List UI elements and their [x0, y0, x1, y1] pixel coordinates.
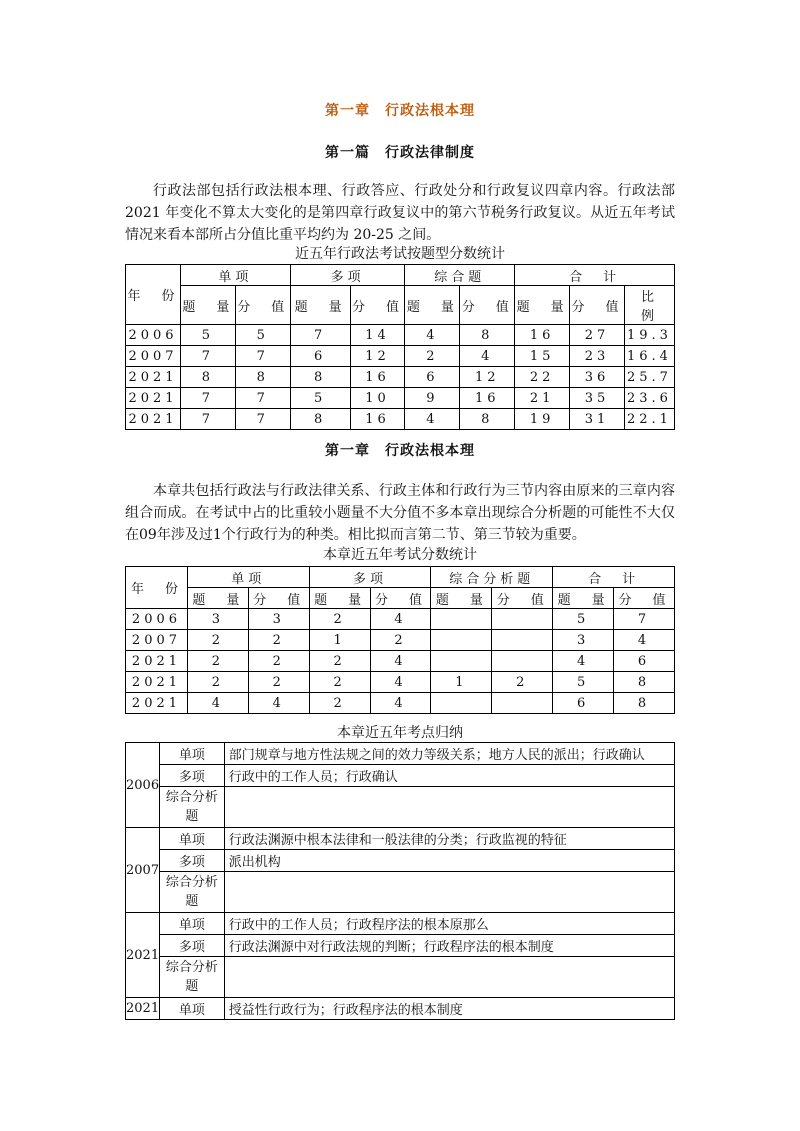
sub-header: 比 例: [624, 286, 674, 325]
question-type-cell: 综合分析题: [160, 957, 225, 998]
data-cell: 4: [187, 693, 248, 714]
data-cell: 12: [350, 346, 405, 367]
data-cell: 7: [614, 609, 675, 630]
table-row: [126, 367, 675, 388]
sub-header: 分 值: [460, 286, 515, 325]
data-cell: 16: [350, 409, 405, 430]
data-cell: 2: [309, 693, 370, 714]
group-header: 单项: [180, 265, 290, 286]
group-header: 合 计: [553, 567, 675, 588]
data-cell: 16: [350, 367, 405, 388]
group-header: 综合题: [405, 265, 515, 286]
question-type-cell: 单项: [160, 913, 225, 935]
sub-header: 题 量: [309, 588, 370, 609]
key-point-cell: [224, 957, 674, 998]
question-type-cell: 多项: [160, 765, 225, 787]
sub-header: 题 量: [180, 286, 235, 325]
chapter-paragraph: 本章共包括行政法与行政法律关系、行政主体和行政行为三节内容由原来的三章内容组合而成。在考试中占的比重较小题量不大分值不多本章出现综合分析题的可能性不大仅在09年涉及过1个行政行为的种类。相比拟而言第二节、第三节较为重要。: [125, 483, 675, 543]
key-point-cell: 行政法渊源中对行政法规的判断；行政程序法的根本制度: [224, 935, 674, 957]
key-point-cell: 部门规章与地方性法规之间的效力等级关系；地方人民的派出；行政确认: [224, 743, 674, 765]
question-type-cell: 单项: [160, 998, 225, 1020]
data-cell: 6: [614, 651, 675, 672]
data-cell: 25.7: [624, 367, 674, 388]
data-cell: [431, 609, 492, 630]
data-cell: 4: [553, 651, 614, 672]
data-cell: 2: [187, 651, 248, 672]
year-cell: 2006: [126, 609, 188, 630]
year-cell: 2006: [126, 325, 181, 346]
year-cell: 2007: [126, 346, 181, 367]
data-cell: 22: [515, 367, 570, 388]
data-cell: 4: [405, 325, 460, 346]
sub-header: 分 值: [248, 588, 309, 609]
key-point-cell: 派出机构: [224, 850, 674, 872]
data-cell: 10: [350, 388, 405, 409]
year-cell: 2006: [126, 743, 160, 828]
data-cell: 1: [431, 672, 492, 693]
table-row: [126, 913, 675, 935]
data-cell: 8: [460, 325, 515, 346]
data-cell: 5: [180, 325, 235, 346]
section-title: 第一篇 行政法律制度: [325, 145, 475, 161]
data-cell: 2: [248, 672, 309, 693]
data-cell: 16: [460, 388, 515, 409]
table2-caption: 本章近五年考试分数统计: [323, 547, 477, 563]
data-cell: 4: [460, 346, 515, 367]
data-cell: [431, 630, 492, 651]
year-cell: 2007: [126, 828, 160, 913]
data-cell: 7: [180, 388, 235, 409]
data-cell: 2: [309, 651, 370, 672]
year-cell: 2021: [126, 672, 188, 693]
data-cell: 21: [515, 388, 570, 409]
question-type-cell: 多项: [160, 935, 225, 957]
data-cell: 4: [370, 609, 431, 630]
sub-header: 题 量: [187, 588, 248, 609]
data-cell: 7: [235, 409, 290, 430]
data-cell: 1: [309, 630, 370, 651]
data-cell: [492, 651, 553, 672]
year-header: 年 份: [126, 265, 181, 325]
data-cell: 16: [515, 325, 570, 346]
key-point-cell: [224, 872, 674, 913]
data-cell: 16.4: [624, 346, 674, 367]
data-cell: 7: [235, 388, 290, 409]
sub-header: 题 量: [515, 286, 570, 325]
table1-body: [126, 325, 675, 430]
table-row: [126, 651, 675, 672]
table-row: [126, 325, 675, 346]
table-row: [126, 388, 675, 409]
data-cell: 3: [553, 630, 614, 651]
data-cell: 22.1: [624, 409, 674, 430]
chapter-title-2: 第一章 行政法根本理: [325, 443, 475, 459]
table3-body: [126, 743, 675, 1020]
data-cell: 23: [570, 346, 625, 367]
sub-header: 分 值: [492, 588, 553, 609]
data-cell: 27: [570, 325, 625, 346]
question-type-cell: 单项: [160, 743, 225, 765]
data-cell: 4: [614, 630, 675, 651]
table-row: [126, 672, 675, 693]
data-cell: 35: [570, 388, 625, 409]
key-point-cell: [224, 787, 674, 828]
data-cell: 7: [180, 409, 235, 430]
data-cell: 2: [405, 346, 460, 367]
year-cell: 2021: [126, 651, 188, 672]
table-row: [126, 935, 675, 957]
question-type-cell: 综合分析题: [160, 872, 225, 913]
sub-header: 分 值: [614, 588, 675, 609]
data-cell: [492, 609, 553, 630]
data-cell: 3: [248, 609, 309, 630]
data-cell: 6: [290, 346, 350, 367]
data-cell: 2: [187, 630, 248, 651]
year-cell: 2021: [126, 913, 160, 998]
question-type-cell: 多项: [160, 850, 225, 872]
sub-header: 题 量: [405, 286, 460, 325]
table-row: [126, 630, 675, 651]
data-cell: [431, 693, 492, 714]
table-row: [126, 998, 675, 1020]
data-cell: [492, 693, 553, 714]
sub-header: 分 值: [370, 588, 431, 609]
key-points-table: [125, 742, 675, 1020]
table-row: [126, 609, 675, 630]
score-table-chapter: [125, 566, 675, 714]
data-cell: 8: [290, 367, 350, 388]
table-row: [126, 957, 675, 998]
data-cell: 4: [248, 693, 309, 714]
table-row: [126, 828, 675, 850]
data-cell: 5: [553, 672, 614, 693]
year-cell: 2021: [126, 409, 181, 430]
table2-body: [126, 609, 675, 714]
sub-header: 分 值: [235, 286, 290, 325]
data-cell: 14: [350, 325, 405, 346]
table1-caption: 近五年行政法考试按题型分数统计: [295, 246, 505, 262]
data-cell: 5: [235, 325, 290, 346]
question-type-cell: 单项: [160, 828, 225, 850]
year-cell: 2007: [126, 630, 188, 651]
key-point-cell: 行政法渊源中根本法律和一般法律的分类；行政监视的特征: [224, 828, 674, 850]
sub-header: 题 量: [431, 588, 492, 609]
table-row: [126, 743, 675, 765]
data-cell: 8: [460, 409, 515, 430]
table3-caption: 本章近五年考点归纳: [337, 725, 463, 741]
key-point-cell: 授益性行政行为；行政程序法的根本制度: [224, 998, 674, 1020]
data-cell: 31: [570, 409, 625, 430]
year-cell: 2021: [126, 367, 181, 388]
data-cell: 36: [570, 367, 625, 388]
question-type-cell: 综合分析题: [160, 787, 225, 828]
data-cell: 8: [614, 693, 675, 714]
sub-header: 题 量: [290, 286, 350, 325]
data-cell: 15: [515, 346, 570, 367]
data-cell: 2: [309, 609, 370, 630]
data-cell: 5: [290, 388, 350, 409]
table-row: [126, 787, 675, 828]
data-cell: 23.6: [624, 388, 674, 409]
data-cell: 12: [460, 367, 515, 388]
data-cell: 2: [370, 630, 431, 651]
data-cell: 8: [180, 367, 235, 388]
score-table-section: [125, 264, 675, 430]
year-cell: 2021: [126, 998, 160, 1020]
group-header: 多项: [290, 265, 405, 286]
data-cell: 8: [614, 672, 675, 693]
data-cell: [492, 630, 553, 651]
data-cell: 8: [235, 367, 290, 388]
data-cell: 7: [235, 346, 290, 367]
table-row: [126, 409, 675, 430]
data-cell: 7: [180, 346, 235, 367]
sub-header: 分 值: [570, 286, 625, 325]
table-row: [126, 850, 675, 872]
data-cell: 6: [553, 693, 614, 714]
group-header: 单项: [187, 567, 309, 588]
group-header: 合 计: [515, 265, 675, 286]
chapter-title: 第一章 行政法根本理: [325, 103, 475, 119]
sub-header: 分 值: [350, 286, 405, 325]
sub-header: 题 量: [553, 588, 614, 609]
data-cell: 4: [370, 672, 431, 693]
data-cell: 3: [187, 609, 248, 630]
table-row: [126, 346, 675, 367]
data-cell: 19.3: [624, 325, 674, 346]
group-header: 综合分析题: [431, 567, 553, 588]
group-header: 多项: [309, 567, 431, 588]
data-cell: 9: [405, 388, 460, 409]
year-header: 年 份: [126, 567, 188, 609]
data-cell: 2: [248, 630, 309, 651]
data-cell: 6: [405, 367, 460, 388]
data-cell: 4: [370, 693, 431, 714]
table-row: [126, 693, 675, 714]
data-cell: 7: [290, 325, 350, 346]
data-cell: 2: [187, 672, 248, 693]
data-cell: 5: [553, 609, 614, 630]
data-cell: 8: [290, 409, 350, 430]
table-row: [126, 765, 675, 787]
data-cell: 4: [370, 651, 431, 672]
data-cell: 2: [309, 672, 370, 693]
data-cell: [431, 651, 492, 672]
year-cell: 2021: [126, 388, 181, 409]
year-cell: 2021: [126, 693, 188, 714]
key-point-cell: 行政中的工作人员；行政确认: [224, 765, 674, 787]
data-cell: 2: [492, 672, 553, 693]
data-cell: 4: [405, 409, 460, 430]
intro-paragraph: 行政法部包括行政法根本理、行政答应、行政处分和行政复议四章内容。行政法部 2021 年变化不算太大变化的是第四章行政复议中的第六节税务行政复议。从近五年考试情况来看本部所占分值比重平均约为 20-25 之间。: [125, 183, 675, 243]
table-row: [126, 872, 675, 913]
data-cell: 2: [248, 651, 309, 672]
data-cell: 19: [515, 409, 570, 430]
key-point-cell: 行政中的工作人员；行政程序法的根本原那么: [224, 913, 674, 935]
